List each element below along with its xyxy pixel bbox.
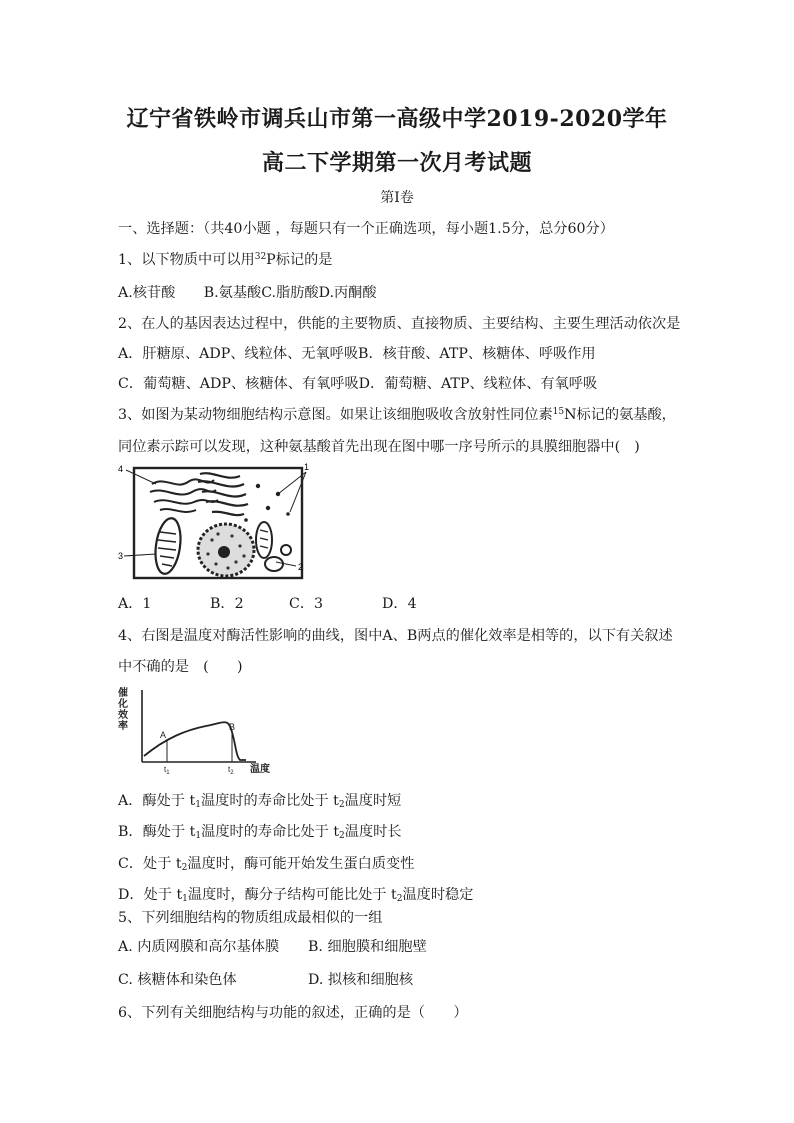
q5-options-cd xyxy=(118,969,413,989)
q3-stem xyxy=(118,404,676,424)
exam-title-line2: 高二下学期第一次月考试题 xyxy=(261,150,532,176)
enzyme-temperature-curve xyxy=(116,686,286,774)
q5-option-a: A. 内质网膜和高尔基体膜 xyxy=(118,939,280,955)
q3-option-b: B．2 xyxy=(210,596,244,612)
fig-label-1: 1 xyxy=(304,462,310,472)
exam-title-line1: 辽宁省铁岭市调兵山市第一高级中学2019-2020学年 xyxy=(126,106,668,132)
point-b-label: B xyxy=(229,722,236,732)
fig-label-2: 2 xyxy=(298,562,304,572)
q6-stem: 6、下列有关细胞结构与功能的叙述，正确的是（ ） xyxy=(118,1005,468,1021)
y-axis-char-2: 化 xyxy=(118,699,128,710)
y-axis-char-3: 效 xyxy=(118,710,128,721)
q5-option-c: C. 核糖体和染色体 xyxy=(118,972,237,988)
q2-options-cd: C．葡萄糖、ADP、核糖体、有氧呼吸D．葡萄糖、ATP、线粒体、有氧呼吸 xyxy=(118,376,598,392)
q1-sup: 32 xyxy=(254,252,267,262)
q3-options xyxy=(118,593,417,613)
q4-option-b: B．酶处于 $t_1$温度时的寿命比处于 $t_2$温度时长 xyxy=(118,824,402,841)
cell-structure-figure xyxy=(116,462,316,584)
mitochondrion xyxy=(152,517,184,576)
q1-options: A.核苷酸 B.氨基酸C.脂肪酸D.丙酮酸 xyxy=(118,285,377,301)
t2-label: $t_2$ xyxy=(228,765,234,774)
q4-option-d: D．处于 $t_1$温度时，酶分子结构可能比处于 $t_2$温度时稳定 xyxy=(118,887,474,904)
q3-option-d: D．4 xyxy=(382,596,417,612)
volume-label: 第Ⅰ卷 xyxy=(380,190,414,206)
q3-option-a: A．1 xyxy=(118,596,152,612)
q5-option-d: D. 拟核和细胞核 xyxy=(308,972,414,988)
q5-option-b: B. 细胞膜和细胞壁 xyxy=(308,939,427,955)
q3-stem-b: N标记的氨基酸， xyxy=(564,407,676,423)
q5-stem: 5、下列细胞结构的物质组成最相似的一组 xyxy=(118,910,383,926)
q3-sup: 15 xyxy=(552,407,565,417)
nucleus xyxy=(198,524,254,576)
q2-options-ab: A．肝糖原、ADP、线粒体、无氧呼吸B．核苷酸、ATP、核糖体、呼吸作用 xyxy=(118,346,596,362)
point-a-label: A xyxy=(160,730,167,740)
y-axis-char-4: 率 xyxy=(118,721,128,732)
q3-option-c: C．3 xyxy=(289,596,324,612)
q4-option-a: A．酶处于 $t_1$温度时的寿命比处于 $t_2$温度时短 xyxy=(118,793,402,810)
fig-label-3: 3 xyxy=(118,551,124,561)
q4-option-c: C．处于 $t_2$温度时，酶可能开始发生蛋白质变性 xyxy=(118,856,415,873)
fig-label-4: 4 xyxy=(118,464,124,474)
q1-stem-a: 1、以下物质中可以用 xyxy=(118,252,255,268)
section-heading: 一、选择题：（共40小题 ，每题只有一个正确选项，每小题1.5分，总分60分） xyxy=(118,221,614,237)
golgi-apparatus xyxy=(198,473,248,515)
endoplasmic-reticulum xyxy=(150,479,218,512)
q4-stem: 4、右图是温度对酶活性影响的曲线，图中A、B两点的催化效率是相等的，以下有关叙述 xyxy=(118,628,673,644)
x-axis-label: 温度 xyxy=(250,764,270,774)
q2-stem: 2、在人的基因表达过程中，供能的主要物质、直接物质、主要结构、主要生理活动依次是 xyxy=(118,316,681,332)
t1-label: $t_1$ xyxy=(164,765,170,774)
q3-stem-line2: 同位素示踪可以发现，这种氨基酸首先出现在图中哪一序号所示的具膜细胞器中( ) xyxy=(118,439,640,455)
q3-stem-a: 3、如图为某动物细胞结构示意图。如果让该细胞吸收含放射性同位素 xyxy=(118,407,553,423)
q1-stem-b: P标记的是 xyxy=(266,252,333,268)
q4-stem-line2: 中不确的是 ( ) xyxy=(118,659,243,675)
q5-options-ab xyxy=(118,936,427,956)
q1-stem xyxy=(118,249,332,269)
y-axis-char-1: 催 xyxy=(118,688,128,699)
